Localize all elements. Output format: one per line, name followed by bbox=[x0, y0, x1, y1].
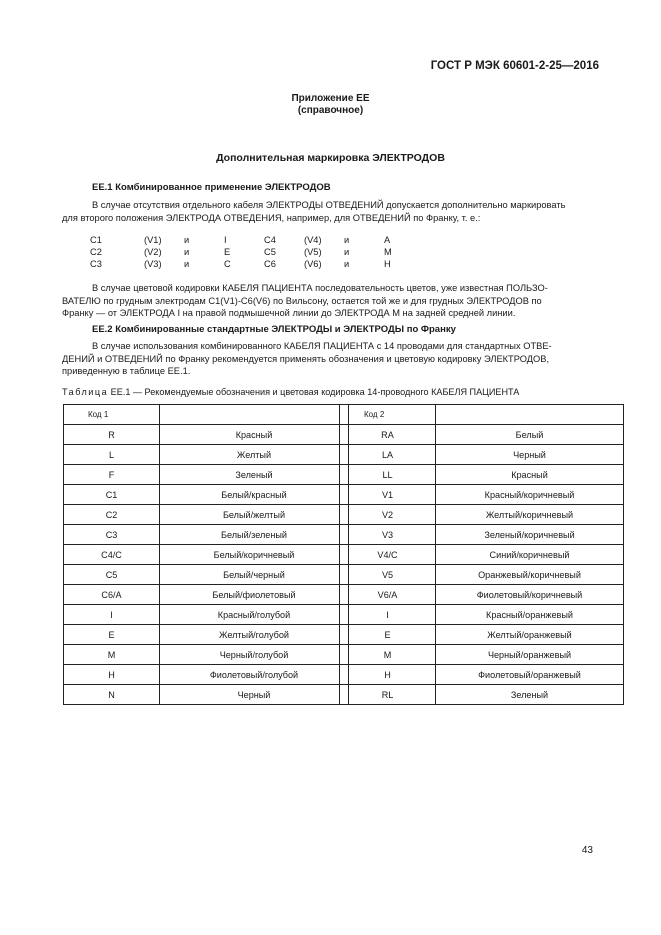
codes-row bbox=[90, 246, 404, 258]
code-cell: и bbox=[184, 235, 190, 245]
table-row bbox=[64, 645, 349, 665]
table-row bbox=[64, 605, 349, 625]
color-cell: Белый/желтый bbox=[160, 505, 349, 525]
code-cell: M bbox=[64, 645, 160, 665]
paragraph-line: ДЕНИЙ и ОТВЕДЕНИЙ по Франку рекомендуется применять обозначения и цветовую кодировку ЭЛЕКТРОДОВ, bbox=[62, 353, 550, 364]
code-cell: RA bbox=[340, 425, 436, 445]
code-cell: RL bbox=[340, 685, 436, 705]
table-row bbox=[340, 605, 624, 625]
table-row bbox=[64, 685, 349, 705]
color-cell: Зеленый bbox=[436, 685, 624, 705]
section-ee1-title: ЕЕ.1 Комбинированное применение ЭЛЕКТРОДОВ bbox=[92, 182, 331, 193]
code-cell: C2 bbox=[90, 247, 102, 257]
table-row bbox=[64, 425, 349, 445]
code-cell: C bbox=[224, 259, 231, 269]
code-cell: (V3) bbox=[144, 259, 162, 269]
color-cell: Желтый bbox=[160, 445, 349, 465]
code-cell: V2 bbox=[340, 505, 436, 525]
paragraph-line: для второго положения ЭЛЕКТРОДА ОТВЕДЕНИЯ, например, для ОТВЕДЕНИЙ по Франку, т. е.: bbox=[62, 212, 481, 223]
table-header-row bbox=[64, 405, 349, 425]
code-cell: V3 bbox=[340, 525, 436, 545]
table-row bbox=[64, 545, 349, 565]
code-cell: и bbox=[184, 259, 190, 269]
table-row bbox=[64, 485, 349, 505]
column-header-color bbox=[160, 405, 349, 425]
color-cell: Белый/коричневый bbox=[160, 545, 349, 565]
code-cell: I bbox=[340, 605, 436, 625]
code-cell: V4/C bbox=[340, 545, 436, 565]
table-row bbox=[64, 625, 349, 645]
color-cell: Белый/красный bbox=[160, 485, 349, 505]
code-1-table bbox=[63, 404, 349, 705]
main-title: Дополнительная маркировка ЭЛЕКТРОДОВ bbox=[216, 152, 445, 164]
code-cell: LL bbox=[340, 465, 436, 485]
codes-row bbox=[90, 258, 404, 270]
column-header-code: Код 1 bbox=[64, 405, 160, 425]
code-cell: A bbox=[384, 235, 391, 245]
color-cell: Желтый/голубой bbox=[160, 625, 349, 645]
appendix-title: Приложение ЕЕ bbox=[291, 93, 370, 104]
electrode-codes-list bbox=[90, 234, 404, 270]
code-cell: (V2) bbox=[144, 247, 162, 257]
table-row bbox=[340, 545, 624, 565]
color-cell: Желтый/коричневый bbox=[436, 505, 624, 525]
code-cell: (V6) bbox=[304, 259, 322, 269]
color-cell: Желтый/оранжевый bbox=[436, 625, 624, 645]
color-cell: Черный bbox=[160, 685, 349, 705]
section-ee1-paragraph-2 bbox=[62, 282, 599, 320]
table-row bbox=[340, 565, 624, 585]
code-cell: (V4) bbox=[304, 235, 322, 245]
color-cell: Фиолетовый/оранжевый bbox=[436, 665, 624, 685]
color-cell: Белый/фиолетовый bbox=[160, 585, 349, 605]
table-row bbox=[340, 445, 624, 465]
table-title bbox=[62, 387, 519, 397]
code-cell: C5 bbox=[264, 247, 276, 257]
code-cell: H bbox=[384, 259, 391, 269]
color-cell: Красный/оранжевый bbox=[436, 605, 624, 625]
code-cell: L bbox=[64, 445, 160, 465]
table-row bbox=[340, 485, 624, 505]
code-cell: M bbox=[340, 645, 436, 665]
color-cell: Фиолетовый/коричневый bbox=[436, 585, 624, 605]
code-cell: C5 bbox=[64, 565, 160, 585]
code-cell: C3 bbox=[90, 259, 102, 269]
code-cell: и bbox=[344, 259, 350, 269]
code-2-table-body bbox=[340, 425, 624, 705]
code-2-table bbox=[339, 404, 624, 705]
table-header-row bbox=[340, 405, 624, 425]
table-row bbox=[64, 665, 349, 685]
code-cell: I bbox=[64, 605, 160, 625]
color-cell: Красный bbox=[436, 465, 624, 485]
code-cell: V5 bbox=[340, 565, 436, 585]
code-cell: E bbox=[340, 625, 436, 645]
code-cell: V1 bbox=[340, 485, 436, 505]
paragraph-line: В случае использования комбинированного КАБЕЛЯ ПАЦИЕНТА с 14 проводами для стандартных ОТВЕ- bbox=[92, 341, 552, 351]
code-cell: H bbox=[340, 665, 436, 685]
code-cell: C3 bbox=[64, 525, 160, 545]
code-cell: и bbox=[344, 235, 350, 245]
color-cell: Черный/оранжевый bbox=[436, 645, 624, 665]
table-row bbox=[64, 565, 349, 585]
color-cell: Зеленый bbox=[160, 465, 349, 485]
code-cell: LA bbox=[340, 445, 436, 465]
code-cell: I bbox=[224, 235, 227, 245]
code-cell: C4 bbox=[264, 235, 276, 245]
code-1-table-body bbox=[64, 425, 349, 705]
table-row bbox=[64, 465, 349, 485]
code-cell: (V1) bbox=[144, 235, 162, 245]
document-code: ГОСТ Р МЭК 60601-2-25—2016 bbox=[430, 60, 599, 72]
color-cell: Оранжевый/коричневый bbox=[436, 565, 624, 585]
table-row bbox=[64, 525, 349, 545]
paragraph-line: ВАТЕЛЮ по грудным электродам C1(V1)-C6(V6) по Вильсону, остается той же и для грудных ЭЛЕКТРОДОВ по bbox=[62, 295, 542, 306]
paragraph-line: приведенную в таблице ЕЕ.1. bbox=[62, 366, 191, 376]
table-row bbox=[340, 685, 624, 705]
color-cell: Фиолетовый/голубой bbox=[160, 665, 349, 685]
codes-row bbox=[90, 234, 404, 246]
color-cell: Красный/коричневый bbox=[436, 485, 624, 505]
code-cell: C6 bbox=[264, 259, 276, 269]
code-cell: C1 bbox=[64, 485, 160, 505]
column-header-color bbox=[436, 405, 624, 425]
code-cell: M bbox=[384, 247, 392, 257]
paragraph-line: В случае отсутствия отдельного кабеля ЭЛЕКТРОДЫ ОТВЕДЕНИЙ допускается дополнительно маркировать bbox=[92, 200, 566, 210]
code-cell: E bbox=[64, 625, 160, 645]
code-cell: и bbox=[344, 247, 350, 257]
table-title-text: ЕЕ.1 — Рекомендуемые обозначения и цветовая кодировка 14-проводного КАБЕЛЯ ПАЦИЕНТА bbox=[108, 387, 520, 397]
code-cell: C2 bbox=[64, 505, 160, 525]
column-header-code: Код 2 bbox=[340, 405, 436, 425]
color-cell: Белый/черный bbox=[160, 565, 349, 585]
section-ee2-paragraph bbox=[62, 340, 599, 378]
color-cell: Белый bbox=[436, 425, 624, 445]
section-ee1-paragraph-1 bbox=[62, 199, 599, 224]
table-row bbox=[340, 425, 624, 445]
appendix-heading bbox=[0, 93, 661, 117]
color-cell: Белый/зеленый bbox=[160, 525, 349, 545]
code-cell: N bbox=[64, 685, 160, 705]
code-cell: C1 bbox=[90, 235, 102, 245]
table-title-prefix: Таблица bbox=[62, 387, 109, 397]
table-row bbox=[64, 585, 349, 605]
table-row bbox=[340, 465, 624, 485]
code-cell: C4/C bbox=[64, 545, 160, 565]
color-cell: Зеленый/коричневый bbox=[436, 525, 624, 545]
table-row bbox=[340, 665, 624, 685]
color-cell: Черный/голубой bbox=[160, 645, 349, 665]
table-row bbox=[340, 505, 624, 525]
color-cell: Красный bbox=[160, 425, 349, 445]
code-cell: (V5) bbox=[304, 247, 322, 257]
color-cell: Синий/коричневый bbox=[436, 545, 624, 565]
table-row bbox=[64, 445, 349, 465]
paragraph-line: В случае цветовой кодировки КАБЕЛЯ ПАЦИЕНТА последовательность цветов, уже известная ПОЛЬЗО- bbox=[92, 283, 548, 293]
page-number: 43 bbox=[581, 845, 593, 856]
table-row bbox=[64, 505, 349, 525]
table-row bbox=[340, 585, 624, 605]
code-cell: V6/A bbox=[340, 585, 436, 605]
code-cell: R bbox=[64, 425, 160, 445]
code-cell: C6/A bbox=[64, 585, 160, 605]
table-row bbox=[340, 525, 624, 545]
color-cell: Красный/голубой bbox=[160, 605, 349, 625]
code-cell: и bbox=[184, 247, 190, 257]
color-cell: Черный bbox=[436, 445, 624, 465]
code-cell: F bbox=[64, 465, 160, 485]
appendix-subtitle: (справочное) bbox=[297, 105, 364, 116]
table-row bbox=[340, 645, 624, 665]
section-ee2-title: ЕЕ.2 Комбинированные стандартные ЭЛЕКТРОДЫ и ЭЛЕКТРОДЫ по Франку bbox=[92, 324, 456, 335]
code-cell: H bbox=[64, 665, 160, 685]
code-cell: E bbox=[224, 247, 231, 257]
paragraph-line: Франку — от ЭЛЕКТРОДА I на правой подмышечной линии до ЭЛЕКТРОДА M на задней средней линии. bbox=[62, 308, 516, 318]
table-row bbox=[340, 625, 624, 645]
